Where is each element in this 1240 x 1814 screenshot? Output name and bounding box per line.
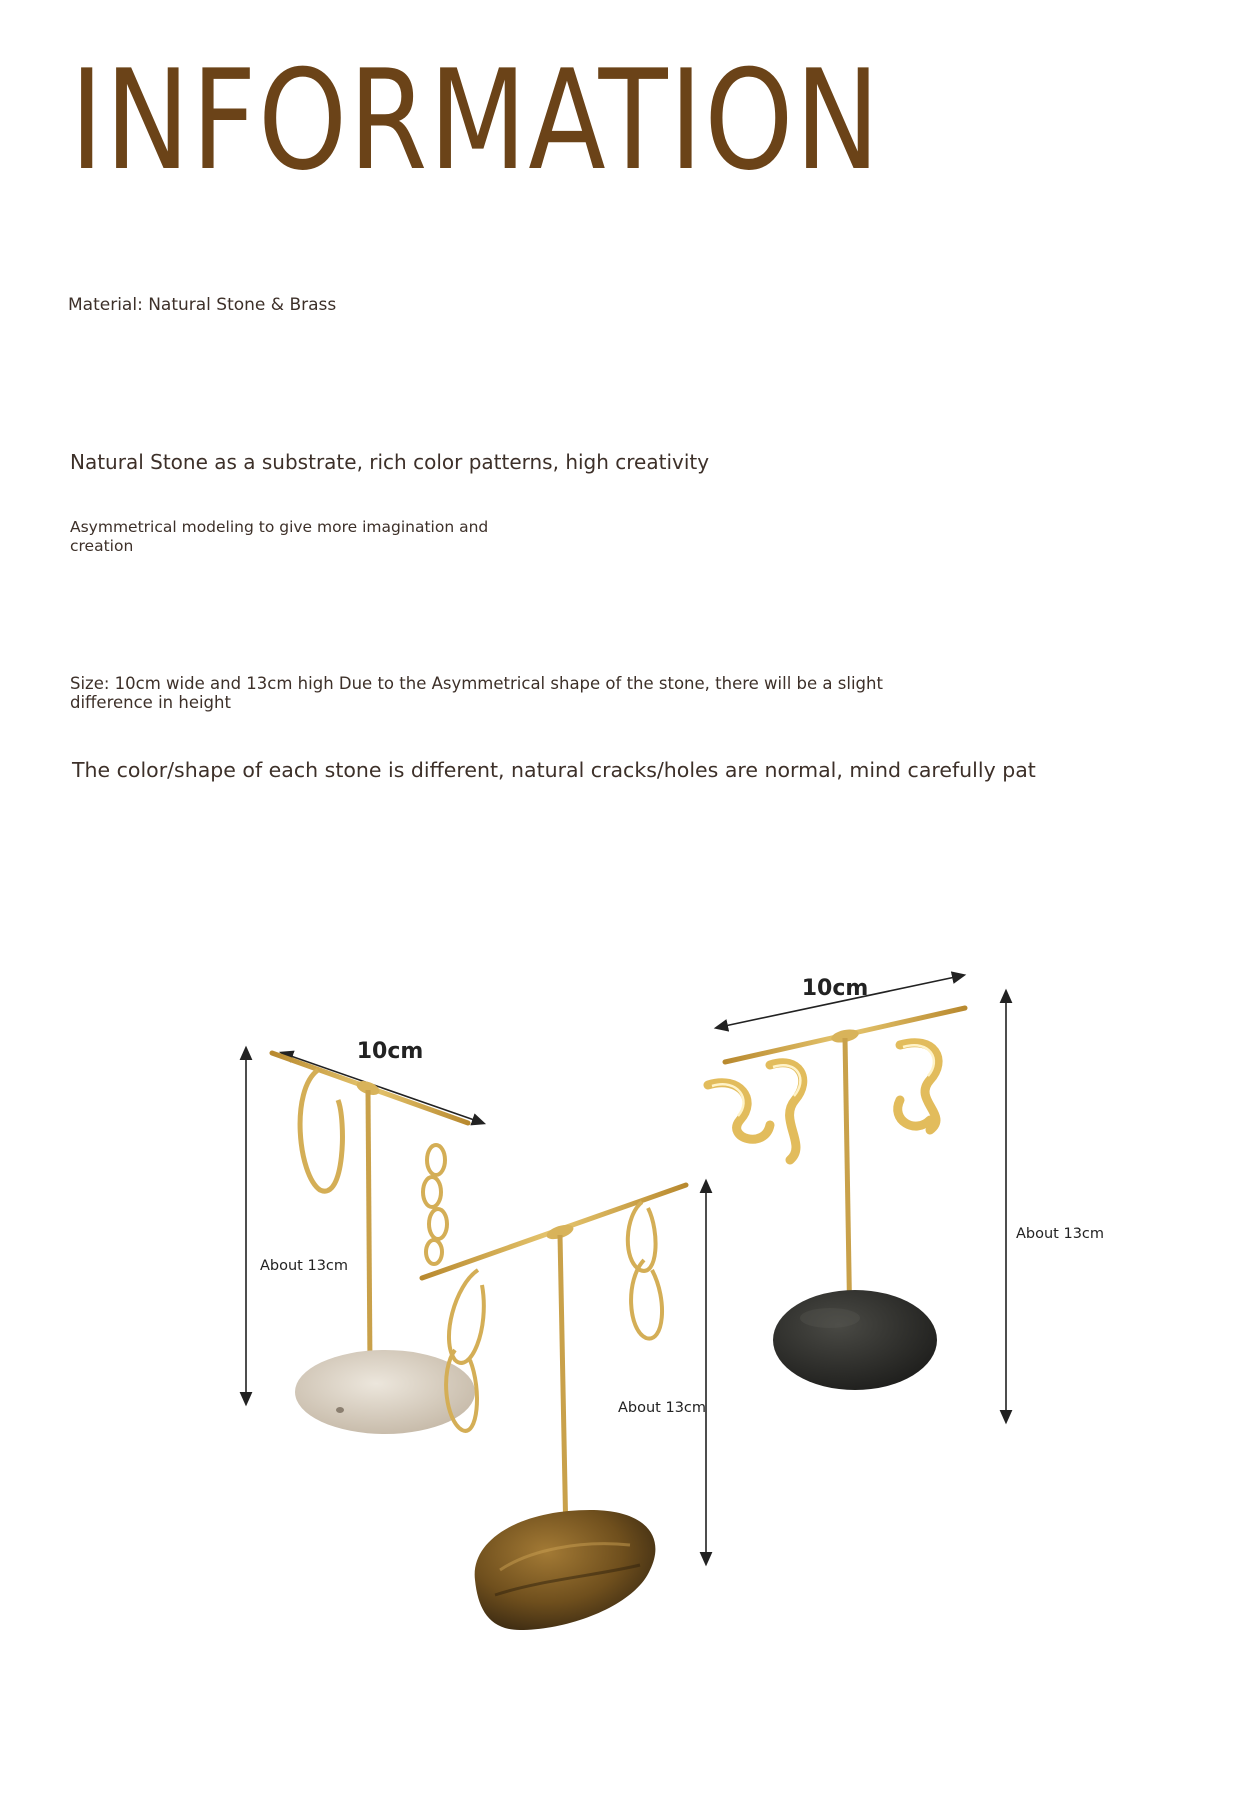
material-text: Material: Natural Stone & Brass — [68, 295, 337, 315]
product-illustration — [0, 940, 1240, 1660]
feature-asymmetry-text: Asymmetrical modeling to give more imagination and creation — [70, 518, 489, 555]
care-note-text: The color/shape of each stone is different, natural cracks/holes are normal, mind carefully pat — [72, 758, 1036, 782]
stand-right — [708, 976, 1104, 1418]
size-text: Size: 10cm wide and 13cm high Due to the Asymmetrical shape of the stone, there will be a slight difference in height — [70, 674, 883, 712]
dark-stone — [773, 1290, 937, 1390]
height-label-center: About 13cm — [618, 1400, 707, 1416]
width-label-right: 10cm — [801, 976, 869, 1001]
height-label-right: About 13cm — [1016, 1226, 1105, 1242]
width-label-left: 10cm — [356, 1039, 424, 1064]
height-label-left: About 13cm — [260, 1258, 349, 1274]
width-arrow-left — [285, 1054, 480, 1122]
page-title: INFORMATION — [70, 40, 882, 201]
feature-stone-text: Natural Stone as a substrate, rich color patterns, high creativity — [70, 450, 710, 474]
